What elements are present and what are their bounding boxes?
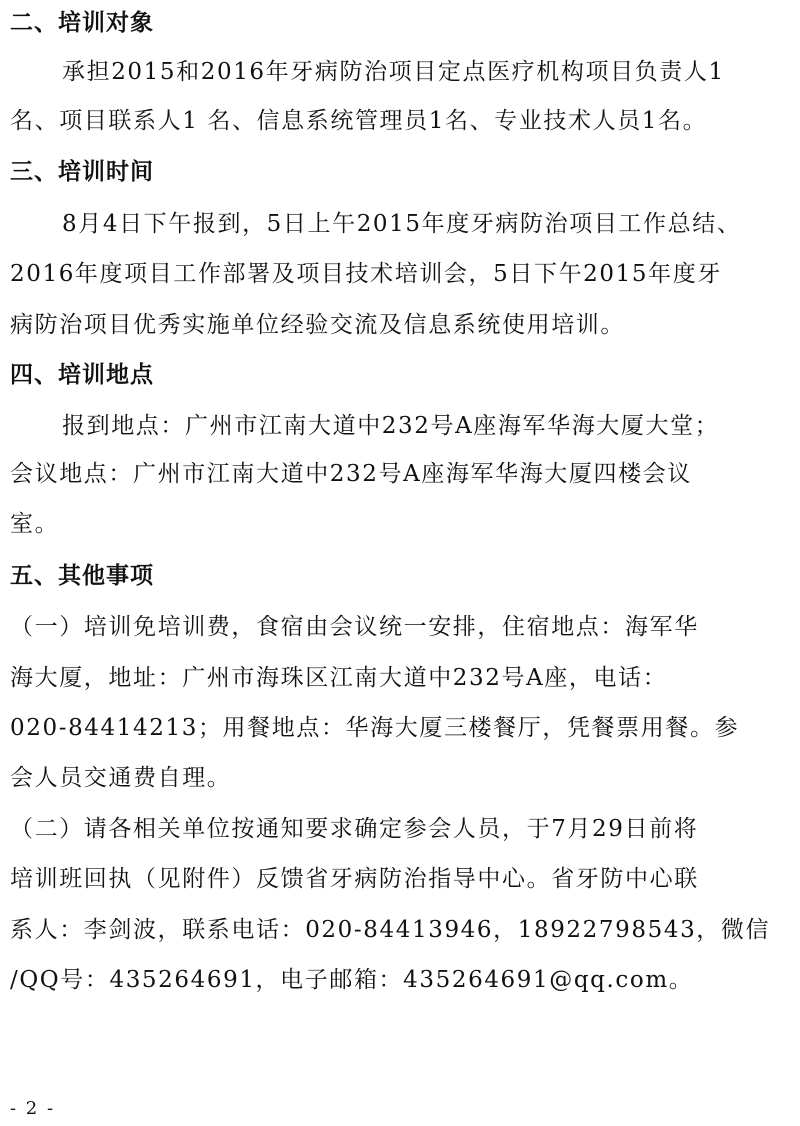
paragraph-line: 会议地点：广州市江南大道中232号A座海军华海大厦四楼会议	[10, 461, 692, 487]
paragraph-line: 海大厦，地址：广州市海珠区江南大道中232号A座，电话：	[10, 665, 668, 691]
section-heading-other-matters: 五、其他事项	[10, 563, 154, 589]
paragraph-line: 8月4日下午报到，5日上午2015年度牙病防治项目工作总结、	[62, 211, 742, 237]
paragraph-line: （一）培训免培训费，食宿由会议统一安排，住宿地点：海军华	[10, 614, 699, 640]
section-heading-training-target: 二、培训对象	[10, 10, 154, 36]
paragraph-line: （二）请各相关单位按通知要求确定参会人员，于7月29日前将	[10, 816, 699, 842]
paragraph-line: 2016年度项目工作部署及项目技术培训会，5日下午2015年度牙	[10, 261, 722, 287]
section-heading-training-location: 四、培训地点	[10, 362, 154, 388]
paragraph-line: 会人员交通费自理。	[10, 765, 232, 791]
page-number: - 2 -	[10, 1098, 56, 1119]
paragraph-line: 报到地点：广州市江南大道中232号A座海军华海大厦大堂；	[62, 413, 720, 439]
section-heading-training-time: 三、培训时间	[10, 159, 154, 185]
paragraph-line: 病防治项目优秀实施单位经验交流及信息系统使用培训。	[10, 312, 625, 338]
paragraph-line: 室。	[10, 511, 60, 537]
paragraph-line: 名、项目联系人1 名、信息系统管理员1名、专业技术人员1名。	[10, 108, 708, 134]
paragraph-line: 承担2015和2016年牙病防治项目定点医疗机构项目负责人1	[62, 59, 725, 85]
paragraph-line: /QQ号：435264691，电子邮箱：435264691@qq.com。	[10, 967, 694, 993]
paragraph-line: 培训班回执（见附件）反馈省牙病防治指导中心。省牙防中心联	[10, 866, 699, 892]
paragraph-line: 系人：李剑波，联系电话：020-84413946，18922798543，微信	[10, 917, 771, 943]
paragraph-line: 020-84414213；用餐地点：华海大厦三楼餐厅，凭餐票用餐。参	[10, 715, 740, 741]
